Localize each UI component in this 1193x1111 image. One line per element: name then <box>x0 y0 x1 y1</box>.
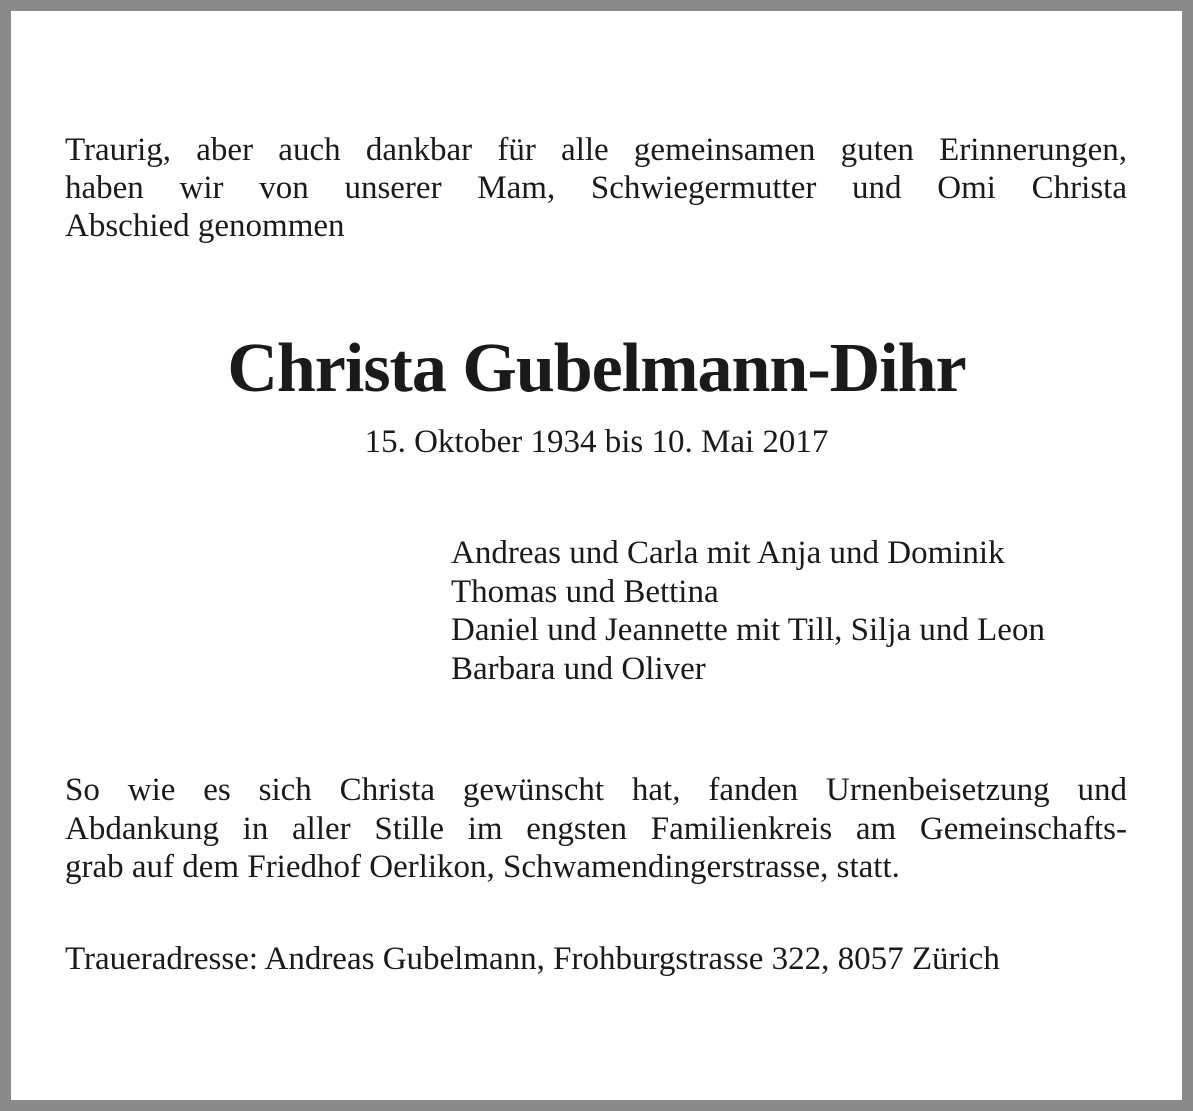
intro-paragraph <box>65 131 1127 245</box>
family-list <box>451 534 1151 688</box>
family-member: Thomas und Bettina <box>451 573 719 610</box>
notice-line: grab auf dem Friedhof Oerlikon, Schwamendingerstrasse, statt. <box>65 849 900 885</box>
mourning-address: Traueradresse: Andreas Gubelmann, Frohburgstrasse 322, 8057 Zürich <box>65 941 1000 977</box>
intro-line: Traurig, aber auch dankbar für alle gemeinsamen guten Erinnerungen, <box>65 132 1127 168</box>
family-member: Andreas und Carla mit Anja und Dominik <box>451 535 1005 571</box>
deceased-name: Christa Gubelmann-Dihr <box>227 330 966 407</box>
family-member: Daniel und Jeannette mit Till, Silja und Leon <box>451 612 1045 648</box>
notice-line: Abdankung in aller Stille im engsten Familienkreis am Gemeinschafts- <box>65 810 1127 847</box>
intro-line: Abschied genommen <box>65 208 345 244</box>
obituary-page <box>11 11 1182 1100</box>
notice-line: So wie es sich Christa gewünscht hat, fanden Urnenbeisetzung und <box>65 772 1127 808</box>
burial-notice <box>65 771 1127 887</box>
family-member: Barbara und Oliver <box>451 650 706 687</box>
life-dates: 15. Oktober 1934 bis 10. Mai 2017 <box>364 424 829 460</box>
intro-line: haben wir von unserer Mam, Schwiegermutter und Omi Christa <box>65 170 1127 206</box>
